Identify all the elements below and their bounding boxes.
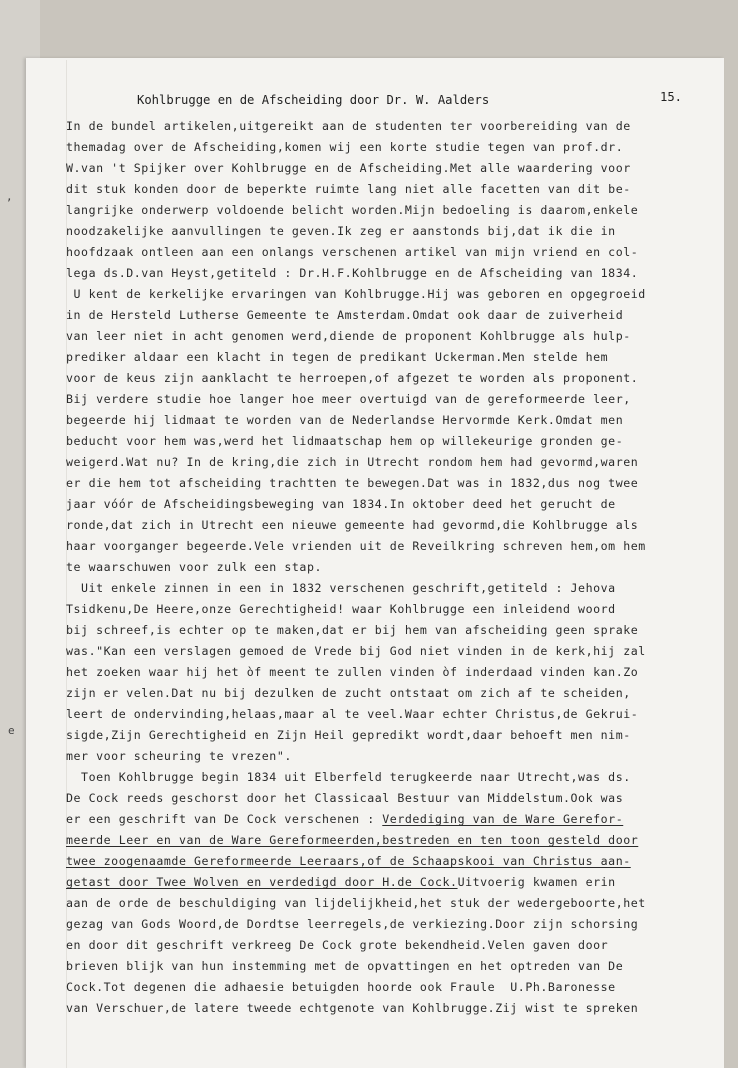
text-line: Uit enkele zinnen in een in 1832 verschenen geschrift,getiteld : Jehova <box>66 581 616 595</box>
text-line: Cock.Tot degenen die adhaesie betuigden hoorde ook Fraule U.Ph.Baronesse <box>66 980 616 994</box>
text-line: De Cock reeds geschorst door het Classicaal Bestuur van Middelstum.Ook was <box>66 791 624 805</box>
text-line: jaar vóór de Afscheidingsbeweging van 1834.In oktober deed het gerucht de <box>66 497 616 511</box>
margin-mark: , <box>6 190 13 203</box>
text-line: leert de ondervinding,helaas,maar al te veel.Waar echter Christus,de Gekrui- <box>66 707 639 721</box>
text-line: gezag van Gods Woord,de Dordtse leerregels,de verkiezing.Door zijn schorsing <box>66 917 639 931</box>
text-line: er die hem tot afscheiding trachtten te bewegen.Dat was in 1832,dus nog twee <box>66 476 639 490</box>
text-line: Toen Kohlbrugge begin 1834 uit Elberfeld terugkeerde naar Utrecht,was ds. <box>66 770 631 784</box>
text-line: Bij verdere studie hoe langer hoe meer overtuigd van de gereformeerde leer, <box>66 392 631 406</box>
page-header-title: Kohlbrugge en de Afscheiding door Dr. W. Aalders <box>137 93 490 107</box>
text-line: dit stuk konden door de beperkte ruimte lang niet alle facetten van dit be- <box>66 182 631 196</box>
underlined-title-line: meerde Leer en van de Ware Gereformeerden,bestreden en ten toon gesteld door <box>66 833 639 847</box>
text-line: van leer niet in acht genomen werd,diende de proponent Kohlbrugge als hulp- <box>66 329 631 343</box>
text-line: langrijke onderwerp voldoende belicht worden.Mijn bedoeling is daarom,enkele <box>66 203 639 217</box>
text-line: prediker aldaar een klacht in tegen de predikant Uckerman.Men stelde hem <box>66 350 609 364</box>
text-line: haar voorganger begeerde.Vele vrienden uit de Reveilkring schreven hem,om hem <box>66 539 646 553</box>
page-number: 15. <box>660 90 683 104</box>
text-line: beducht voor hem was,werd het lidmaatschap hem op willekeurige gronden ge- <box>66 434 624 448</box>
margin-mark: e <box>8 724 15 737</box>
text-line: U kent de kerkelijke ervaringen van Kohlbrugge.Hij was geboren en opgegroeid <box>66 287 646 301</box>
text-line: was."Kan een verslagen gemoed de Vrede bij God niet vinden in de kerk,hij zal <box>66 644 646 658</box>
text-line <box>66 875 616 889</box>
text-line: sigde,Zijn Gerechtigheid en Zijn Heil gepredikt wordt,daar behoeft men nim- <box>66 728 631 742</box>
text-line: Tsidkenu,De Heere,onze Gerechtigheid! waar Kohlbrugge een inleidend woord <box>66 602 616 616</box>
text-line: van Verschuer,de latere tweede echtgenote van Kohlbrugge.Zij wist te spreken <box>66 1001 639 1015</box>
text-line: lega ds.D.van Heyst,getiteld : Dr.H.F.Kohlbrugge en de Afscheiding van 1834. <box>66 266 639 280</box>
text-line: brieven blijk van hun instemming met de opvattingen en het optreden van De <box>66 959 624 973</box>
text-line: in de Hersteld Lutherse Gemeente te Amsterdam.Omdat ook daar de zuiverheid <box>66 308 624 322</box>
text-line: weigerd.Wat nu? In de kring,die zich in Utrecht rondom hem had gevormd,waren <box>66 455 639 469</box>
text-line: themadag over de Afscheiding,komen wij een korte studie tegen van prof.dr. <box>66 140 624 154</box>
text-line: en door dit geschrift verkreeg De Cock grote bekendheid.Velen gaven door <box>66 938 609 952</box>
text-line: noodzakelijke aanvullingen te geven.Ik zeg er aanstonds bij,dat ik die in <box>66 224 616 238</box>
text-line: hoofdzaak ontleen aan een onlangs verschenen artikel van mijn vriend en col- <box>66 245 639 259</box>
text-line: te waarschuwen voor zulk een stap. <box>66 560 323 574</box>
text-line: ronde,dat zich in Utrecht een nieuwe gemeente had gevormd,die Kohlbrugge als <box>66 518 639 532</box>
text-line: bij schreef,is echter op te maken,dat er bij hem van afscheiding geen sprake <box>66 623 639 637</box>
text-line: mer voor scheuring te vrezen". <box>66 749 292 763</box>
text-line: aan de orde de beschuldiging van lijdelijkheid,het stuk der wedergeboorte,het <box>66 896 646 910</box>
text-line: het zoeken waar hij het òf meent te zullen vinden òf inderdaad vinden kan.Zo <box>66 665 639 679</box>
text-line <box>66 812 623 826</box>
text-line: zijn er velen.Dat nu bij dezulken de zucht ontstaat om zich af te scheiden, <box>66 686 631 700</box>
text-line: W.van 't Spijker over Kohlbrugge en de Afscheiding.Met alle waardering voor <box>66 161 631 175</box>
underlined-title: getast door Twee Wolven en verdedigd door H.de Cock. <box>66 875 458 889</box>
text-line: begeerde hij lidmaat te worden van de Nederlandse Hervormde Kerk.Omdat men <box>66 413 624 427</box>
text-segment: er een geschrift van De Cock verschenen : <box>66 812 383 826</box>
text-line: voor de keus zijn aanklacht te herroepen,of afgezet te worden als proponent. <box>66 371 639 385</box>
text-segment: Uitvoerig kwamen erin <box>457 875 616 889</box>
underlined-title: Verdediging van de Ware Gerefor- <box>382 812 624 826</box>
text-line: In de bundel artikelen,uitgereikt aan de studenten ter voorbereiding van de <box>66 119 631 133</box>
underlined-title-line: twee zoogenaamde Gereformeerde Leeraars,of de Schaapskooi van Christus aan- <box>66 854 631 868</box>
